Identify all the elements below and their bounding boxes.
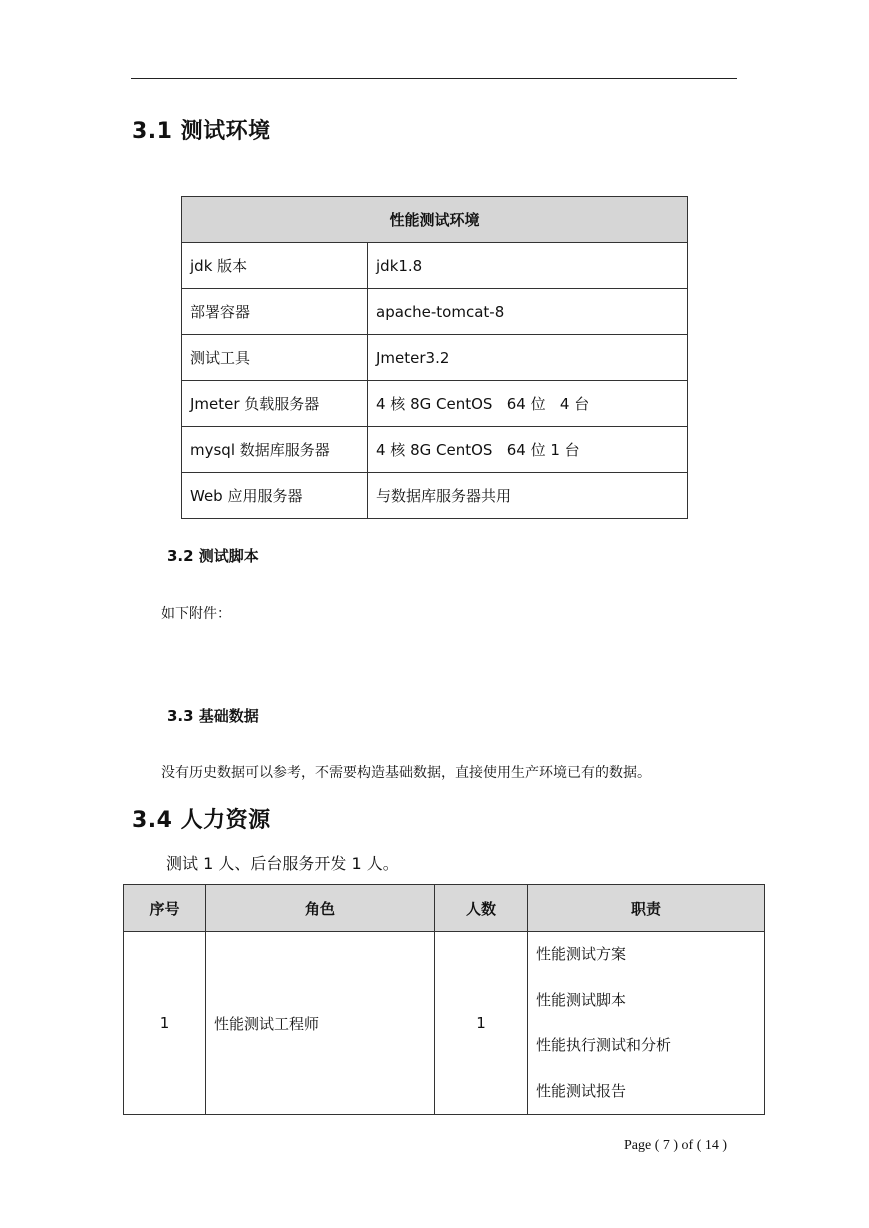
header-no: 序号 — [124, 885, 206, 932]
table-row — [182, 381, 688, 427]
staff-table — [123, 884, 765, 1115]
header-role: 角色 — [206, 885, 435, 932]
staff-count: 1 — [435, 932, 528, 1115]
staff-no: 1 — [124, 932, 206, 1115]
staff-duties — [528, 932, 765, 1115]
section-3-1-heading: 3.1 测试环境 — [132, 119, 271, 144]
env-table-header-row — [182, 197, 688, 243]
env-label: Web 应用服务器 — [182, 473, 368, 519]
section-3-3-text: 没有历史数据可以参考，不需要构造基础数据，直接使用生产环境已有的数据。 — [161, 765, 651, 781]
env-table — [181, 196, 688, 519]
env-label: Jmeter 负载服务器 — [182, 381, 368, 427]
section-3-3-heading: 3.3 基础数据 — [167, 707, 259, 725]
header-duty: 职责 — [528, 885, 765, 932]
section-3-4-text: 测试 1 人、后台服务开发 1 人。 — [166, 854, 399, 873]
duty-item: 性能执行测试和分析 — [536, 1036, 672, 1054]
table-row — [182, 427, 688, 473]
header-count: 人数 — [435, 885, 528, 932]
duty-item: 性能测试方案 — [536, 945, 627, 963]
env-label: 测试工具 — [182, 335, 368, 381]
env-value: 4 核 8G CentOS 64 位 1 台 — [368, 427, 688, 473]
staff-role: 性能测试工程师 — [206, 932, 435, 1115]
env-label: mysql 数据库服务器 — [182, 427, 368, 473]
page-footer: Page ( 7 ) of ( 14 ) — [624, 1138, 728, 1153]
table-row — [182, 473, 688, 519]
table-row — [182, 243, 688, 289]
duty-item: 性能测试报告 — [536, 1081, 627, 1100]
duty-item: 性能测试脚本 — [536, 990, 627, 1009]
section-3-2-heading: 3.2 测试脚本 — [167, 547, 259, 565]
table-row — [182, 289, 688, 335]
table-row — [182, 335, 688, 381]
env-value: 与数据库服务器共用 — [368, 473, 688, 519]
section-3-2-text: 如下附件： — [161, 606, 231, 622]
table-row — [124, 932, 765, 1115]
env-value: apache-tomcat-8 — [368, 289, 688, 335]
header-rule — [131, 78, 737, 79]
env-label: 部署容器 — [182, 289, 368, 335]
env-label: jdk 版本 — [182, 243, 368, 289]
env-value: 4 核 8G CentOS 64 位 4 台 — [368, 381, 688, 427]
env-value: jdk1.8 — [368, 243, 688, 289]
staff-table-header-row — [124, 885, 765, 932]
env-table-header: 性能测试环境 — [182, 197, 688, 243]
section-3-4-heading: 3.4 人力资源 — [132, 808, 271, 833]
env-value: Jmeter3.2 — [368, 335, 688, 381]
